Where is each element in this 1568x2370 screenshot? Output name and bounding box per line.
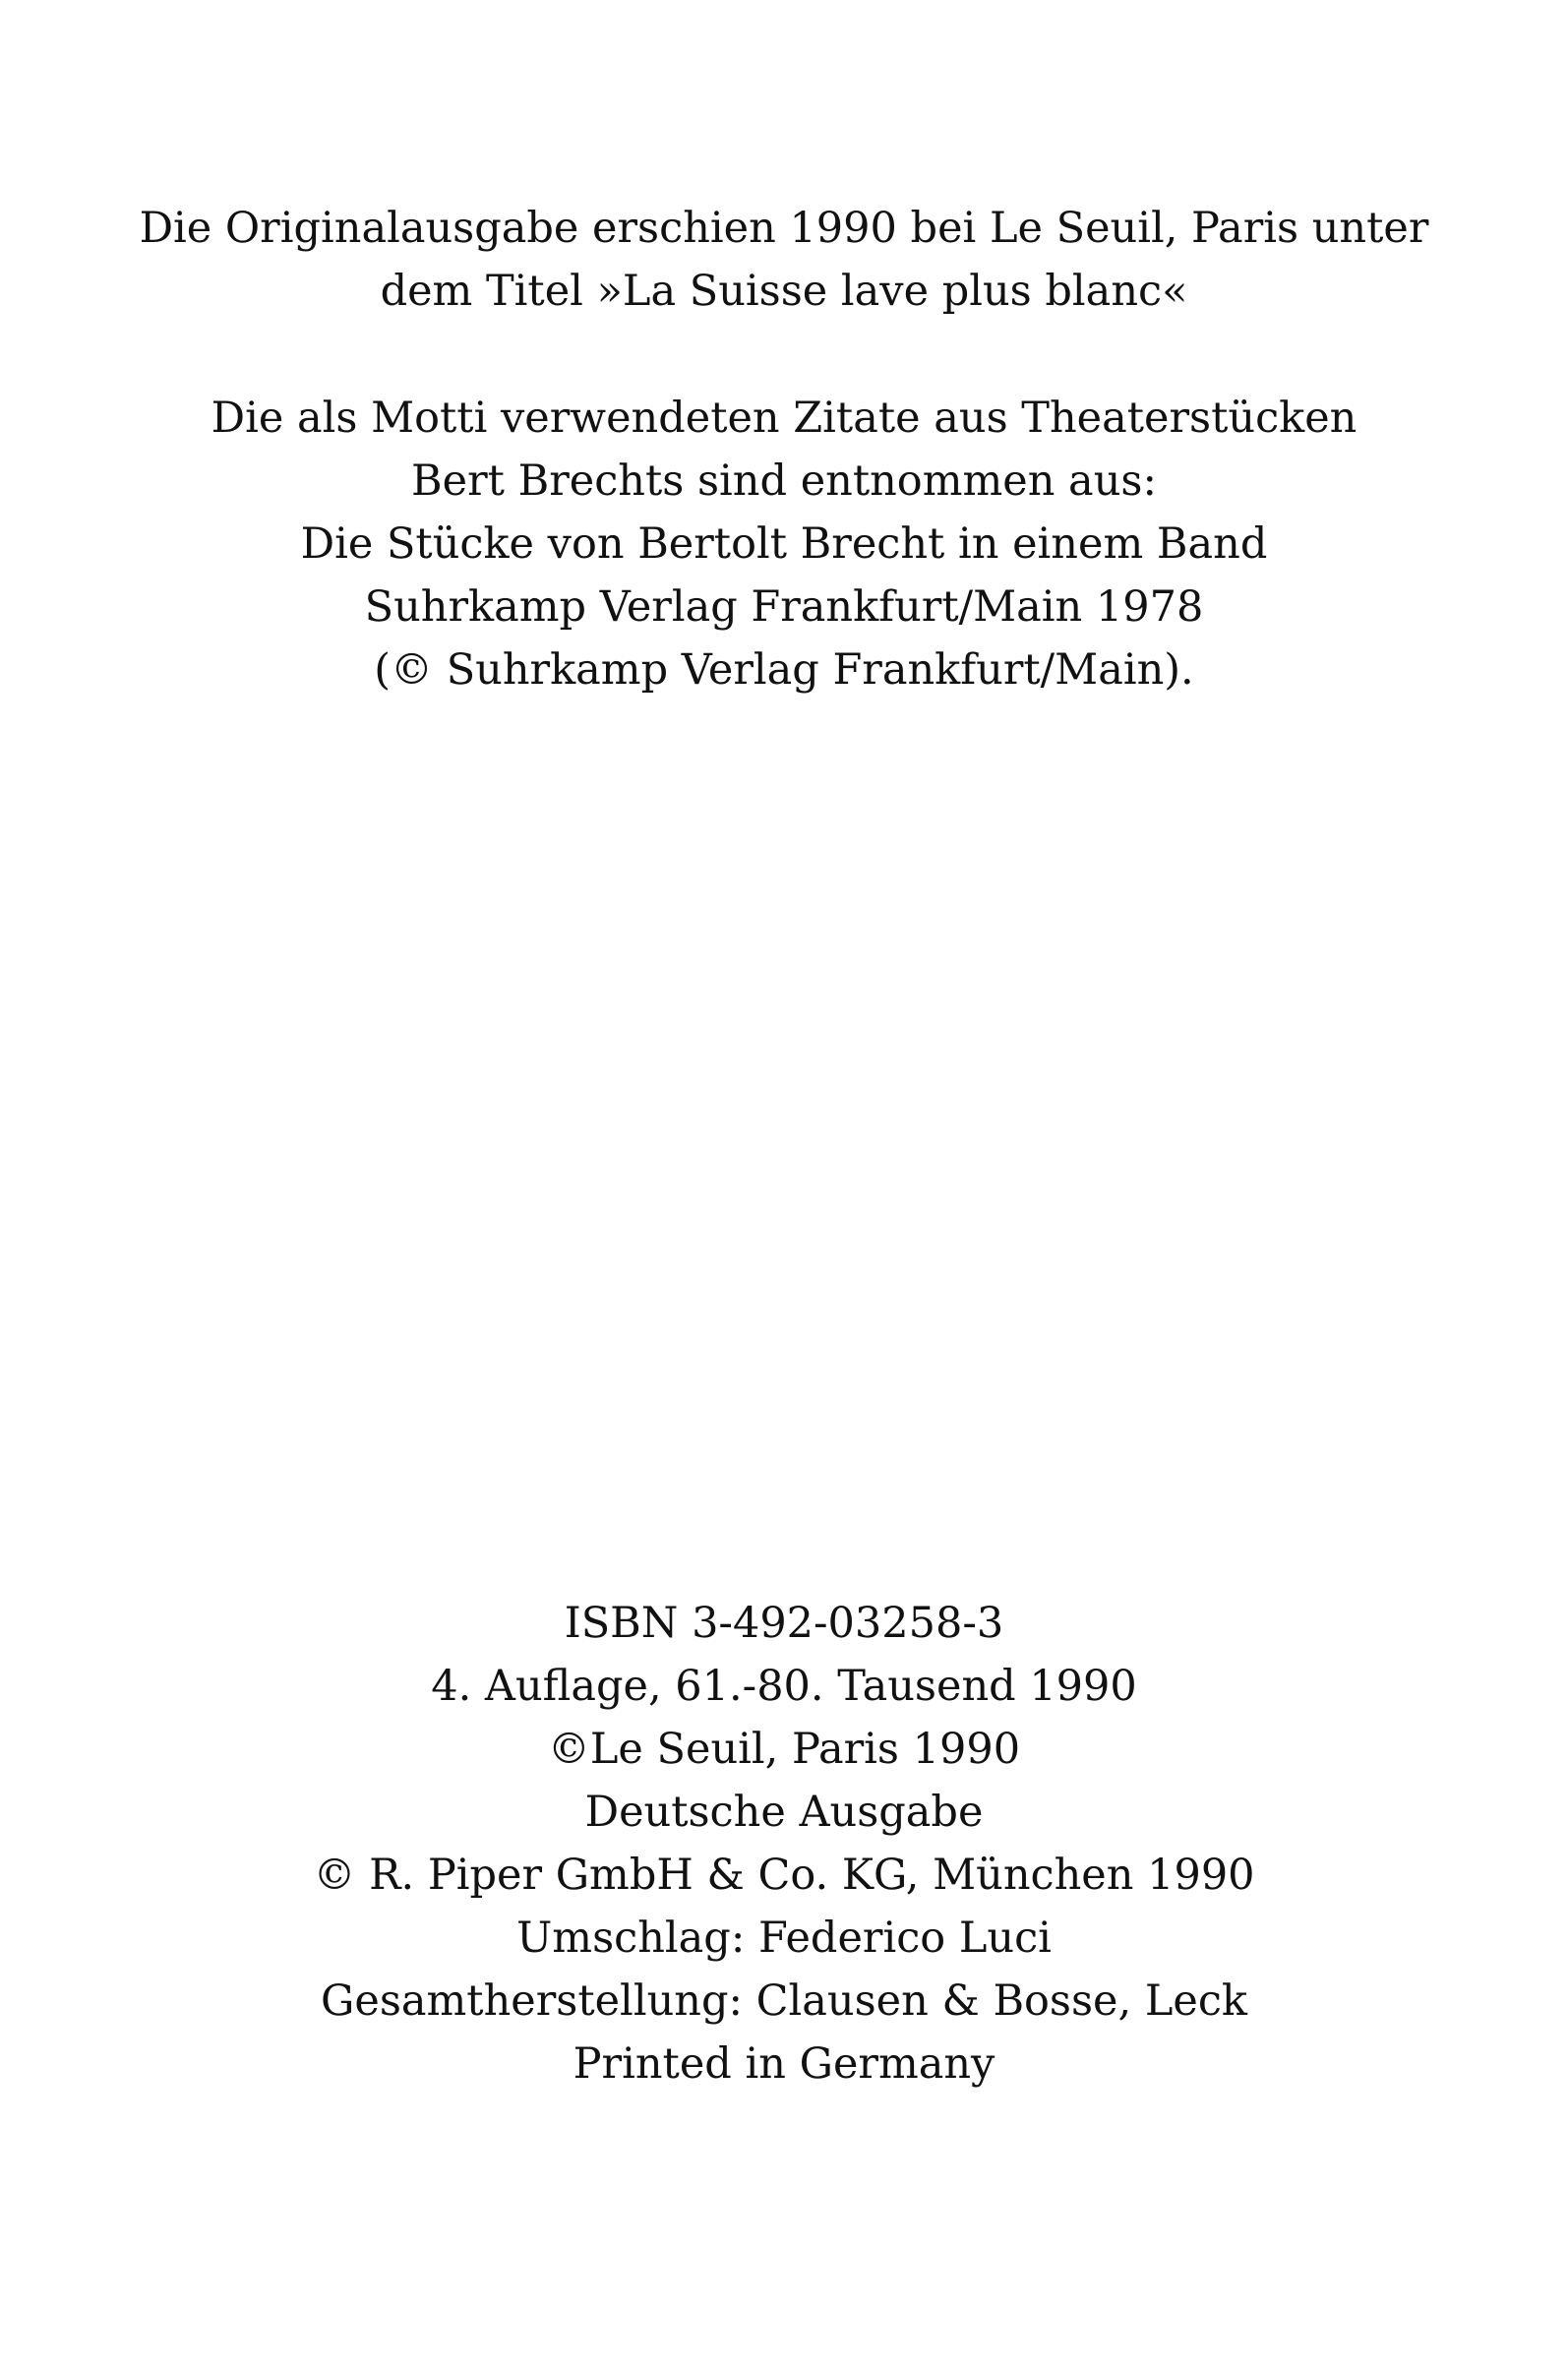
text-line: Die Stücke von Bertolt Brecht in einem Band bbox=[300, 519, 1268, 569]
text-line: Die als Motti verwendeten Zitate aus Theaterstücken bbox=[211, 394, 1357, 443]
text-line: Die Originalausgabe erschien 1990 bei Le Seuil, Paris unter bbox=[139, 204, 1429, 253]
text-line: dem Titel »La Suisse lave plus blanc« bbox=[380, 267, 1188, 316]
original-edition-note bbox=[0, 197, 1568, 323]
isbn: ISBN 3-492-03258-3 bbox=[564, 1599, 1004, 1648]
original-copyright: ©Le Seuil, Paris 1990 bbox=[547, 1725, 1021, 1774]
text-line: Suhrkamp Verlag Frankfurt/Main 1978 bbox=[364, 582, 1204, 632]
production-credit: Gesamtherstellung: Clausen & Bosse, Leck bbox=[321, 1976, 1247, 2026]
printed-in: Printed in Germany bbox=[573, 2039, 995, 2089]
text-line: (© Suhrkamp Verlag Frankfurt/Main). bbox=[374, 645, 1194, 695]
edition-info: 4. Auflage, 61.-80. Tausend 1990 bbox=[431, 1662, 1137, 1711]
german-edition-label: Deutsche Ausgabe bbox=[584, 1788, 984, 1837]
german-copyright: © R. Piper GmbH & Co. KG, München 1990 bbox=[313, 1851, 1255, 1900]
motti-source-note bbox=[0, 387, 1568, 701]
text-line: Bert Brechts sind entnommen aus: bbox=[411, 456, 1157, 506]
cover-credit: Umschlag: Federico Luci bbox=[516, 1914, 1052, 1963]
imprint bbox=[0, 1592, 1568, 2096]
